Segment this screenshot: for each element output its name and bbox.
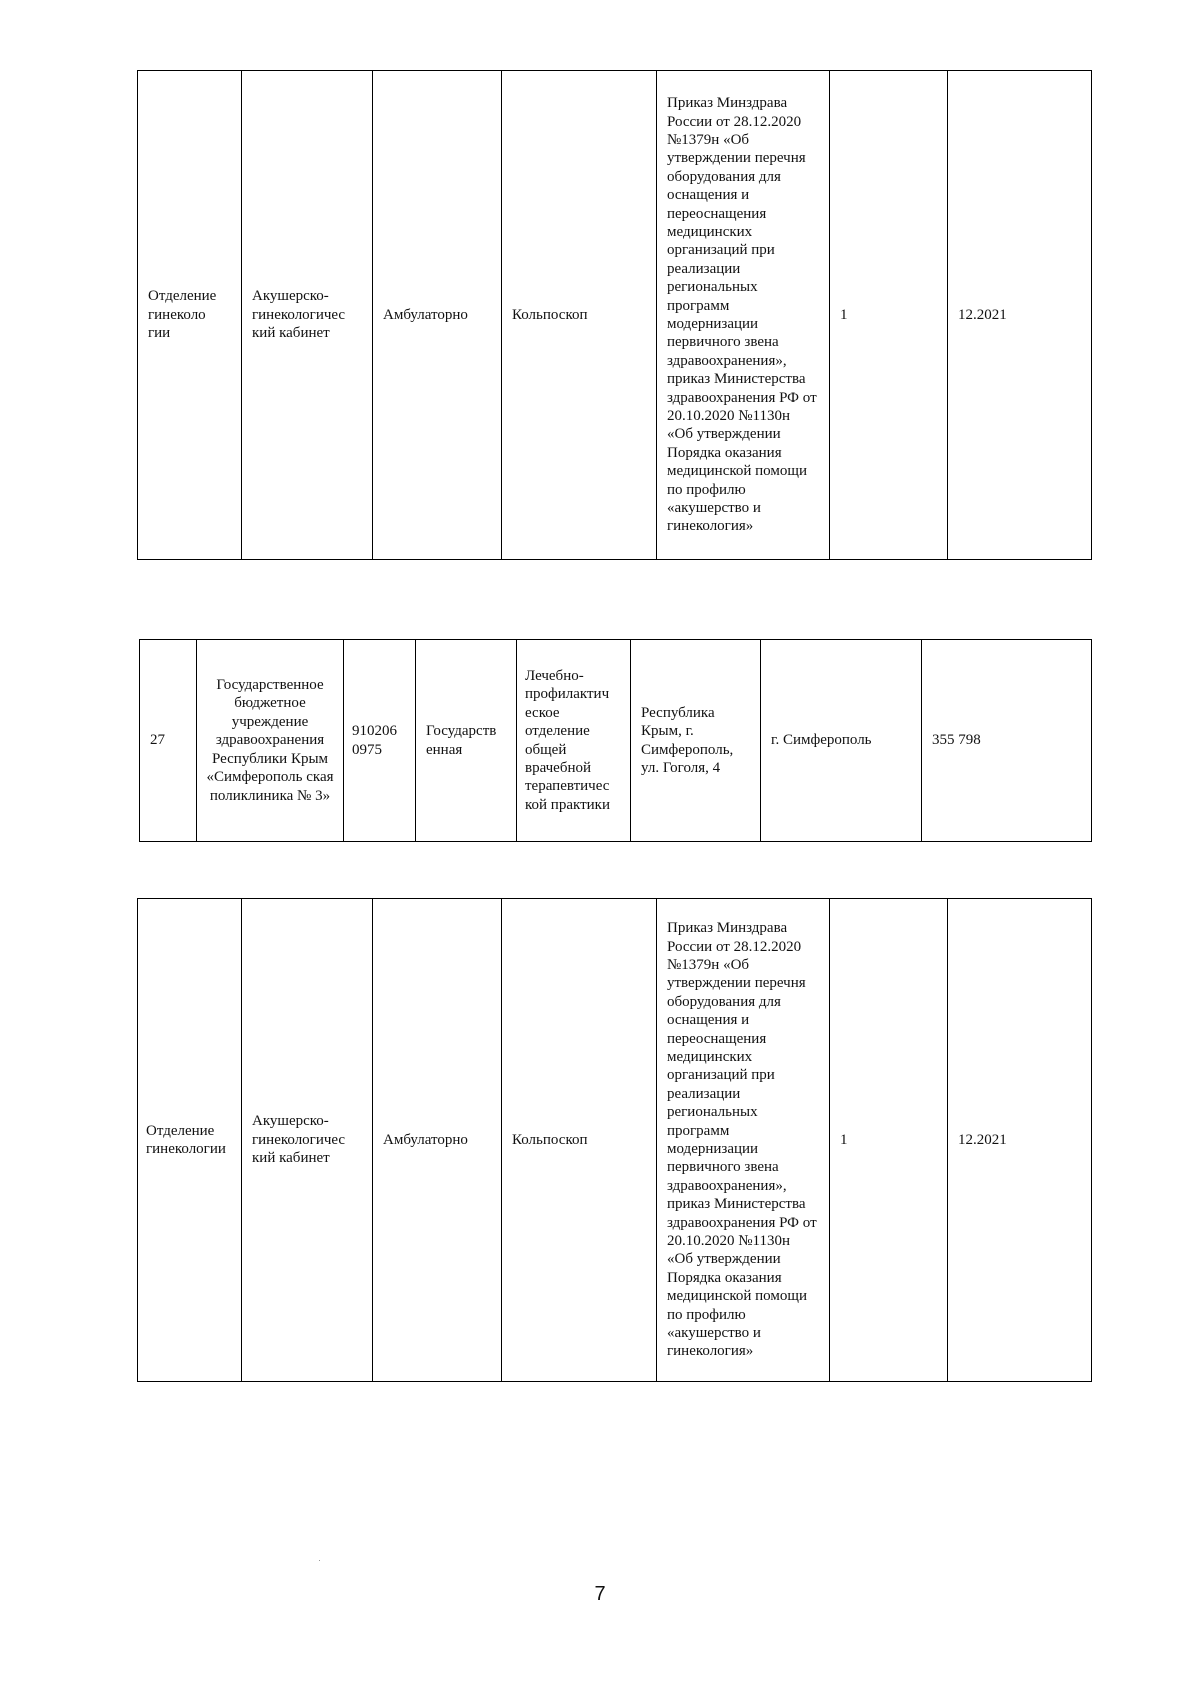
basis-cell: Приказ Минздрава России от 28.12.2020 №1379н «Об утверждении перечня оборудования для оснащения и переоснащения медицинских организаций при реализации региональных программ модернизации первичного звена здравоохранения», приказ Министерства здравоохранения РФ от 20.10.2020 №1130н «Об утверждении Порядка оказания медицинской помощи по профилю «акушерство и гинекология» — [657, 71, 830, 560]
department-cell: Отделение гинекологии — [138, 899, 242, 1382]
ownership-cell: Государств енная — [416, 640, 517, 842]
inn-cell: 910206 0975 — [344, 640, 416, 842]
equipment-table-2 — [137, 898, 1092, 1382]
department-cell: Отделение гинеколо гии — [138, 71, 242, 560]
date-cell: 12.2021 — [948, 899, 1092, 1382]
mode-cell: Амбулаторно — [373, 71, 502, 560]
date-cell: 12.2021 — [948, 71, 1092, 560]
address-cell: Республика Крым, г. Симферополь, ул. Гоголя, 4 — [631, 640, 761, 842]
table-row — [138, 71, 1092, 560]
city-cell: г. Симферополь — [761, 640, 922, 842]
equipment-cell: Кольпоскоп — [502, 899, 657, 1382]
equipment-table-1 — [137, 70, 1092, 560]
equipment-cell: Кольпоскоп — [502, 71, 657, 560]
organization-cell: Государственное бюджетное учреждение здравоохранения Республики Крым «Симферополь ская поликлиника № 3» — [197, 640, 344, 842]
table-row — [138, 899, 1092, 1382]
cabinet-cell: Акушерско-гинекологичес кий кабинет — [242, 71, 373, 560]
basis-cell: Приказ Минздрава России от 28.12.2020 №1379н «Об утверждении перечня оборудования для оснащения и переоснащения медицинских организаций при реализации региональных программ модернизации первичного звена здравоохранения», приказ Министерства здравоохранения РФ от 20.10.2020 №1130н «Об утверждении Порядка оказания медицинской помощи по профилю «акушерство и гинекология» — [657, 899, 830, 1382]
cabinet-cell: Акушерско-гинекологичес кий кабинет — [242, 899, 373, 1382]
number-cell: 27 — [140, 640, 197, 842]
mode-cell: Амбулаторно — [373, 899, 502, 1382]
population-cell: 355 798 — [922, 640, 1092, 842]
quantity-cell: 1 — [830, 899, 948, 1382]
page-number: 7 — [594, 1583, 606, 1605]
table-row — [140, 640, 1092, 842]
organization-table — [139, 639, 1092, 842]
quantity-cell: 1 — [830, 71, 948, 560]
unit-cell: Лечебно-профилактич еское отделение общей врачебной терапевтичес кой практики — [517, 640, 631, 842]
scan-speck — [319, 1560, 320, 1561]
